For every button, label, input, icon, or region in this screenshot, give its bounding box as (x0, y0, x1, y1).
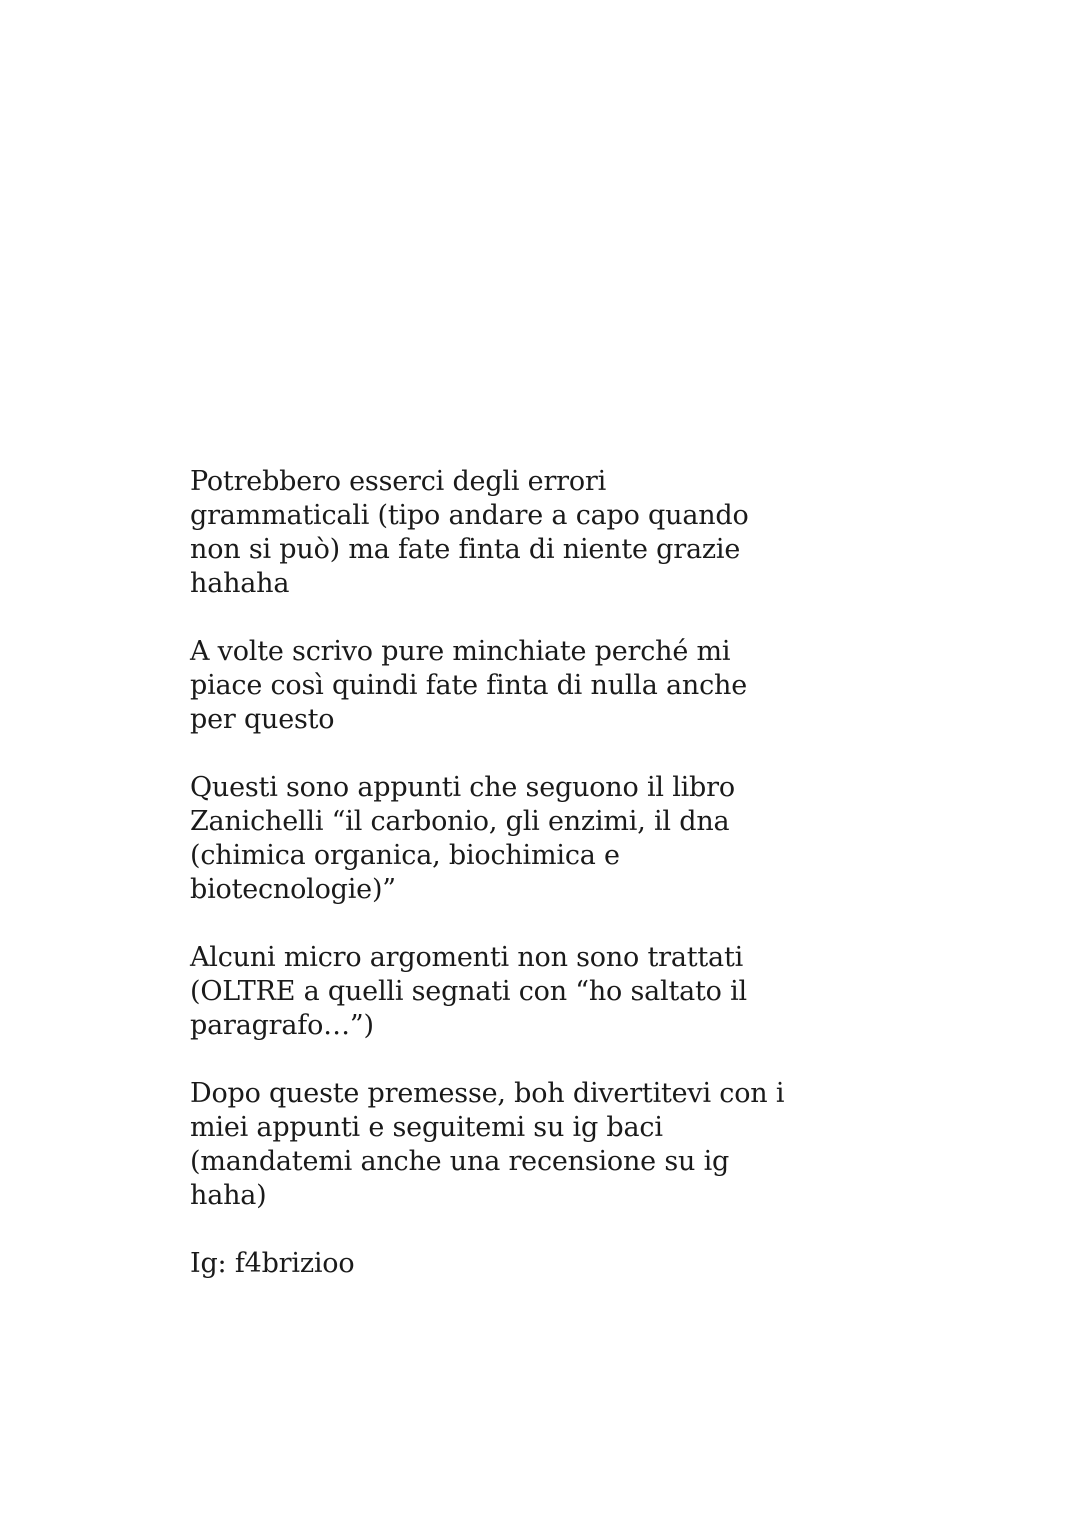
paragraph-textbook-reference (190, 771, 850, 907)
paragraph-skipped-topics (190, 941, 850, 1043)
text-line: piace così quindi fate finta di nulla anche (190, 670, 748, 701)
text-line: hahaha (190, 568, 290, 599)
text-line: grammaticali (tipo andare a capo quando (190, 500, 749, 531)
text-line: paragrafo…”) (190, 1010, 374, 1041)
paragraph-instagram-handle (190, 1247, 850, 1281)
paragraph-nonsense-disclaimer (190, 635, 850, 737)
text-line: non si può) ma fate finta di niente grazie (190, 534, 741, 565)
text-line: Dopo queste premesse, boh divertitevi con i (190, 1078, 785, 1109)
text-line: miei appunti e seguitemi su ig baci (190, 1112, 663, 1143)
text-line: Zanichelli “il carbonio, gli enzimi, il dna (190, 806, 730, 837)
text-line: (chimica organica, biochimica e (190, 840, 620, 871)
text-line: A volte scrivo pure minchiate perché mi (190, 636, 731, 667)
text-line: Potrebbero esserci degli errori (190, 466, 607, 497)
text-line: haha) (190, 1180, 267, 1211)
text-line: per questo (190, 704, 335, 735)
text-line: Alcuni micro argomenti non sono trattati (190, 942, 744, 973)
text-line: biotecnologie)” (190, 874, 396, 905)
text-line: (OLTRE a quelli segnati con “ho saltato il (190, 976, 747, 1007)
text-line: Questi sono appunti che seguono il libro (190, 772, 735, 803)
instagram-handle: Ig: f4brizioo (190, 1248, 355, 1279)
notes-intro-text (190, 465, 850, 1315)
paragraph-closing-note (190, 1077, 850, 1213)
paragraph-grammar-disclaimer (190, 465, 850, 601)
text-line: (mandatemi anche una recensione su ig (190, 1146, 730, 1177)
